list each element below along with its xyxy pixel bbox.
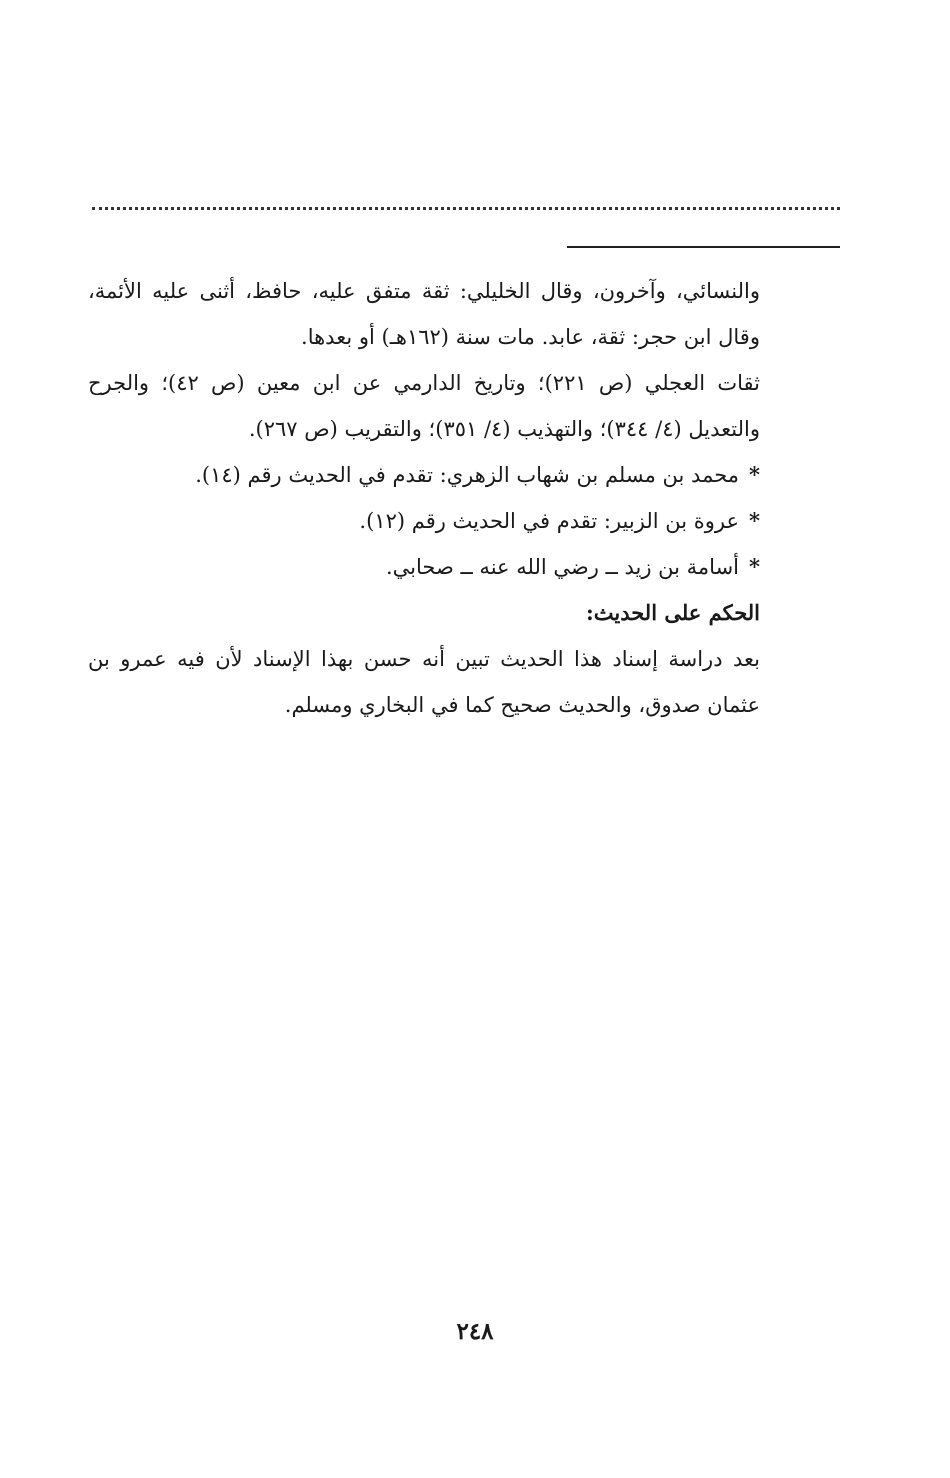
narrator-entry-text: محمد بن مسلم بن شهاب الزهري: تقدم في الحديث رقم (١٤). bbox=[195, 463, 740, 487]
footnote-line: ثقات العجلي (ص ٢٢١)؛ وتاريخ الدارمي عن ابن معين (ص ٤٢)؛ والجرح bbox=[88, 371, 760, 395]
asterisk-marker: * bbox=[749, 462, 760, 487]
narrator-entry bbox=[88, 498, 760, 544]
ruling-line: بعد دراسة إسناد هذا الحديث تبين أنه حسن بهذا الإسناد لأن فيه عمرو بن bbox=[88, 647, 760, 671]
dotted-separator bbox=[92, 207, 840, 210]
narrator-entry bbox=[88, 544, 760, 590]
footnote-line: والنسائي، وآخرون، وقال الخليلي: ثقة متفق عليه، حافظ، أثنى عليه الأئمة، bbox=[88, 279, 760, 303]
page-number: ٢٤٨ bbox=[456, 1318, 494, 1345]
asterisk-marker: * bbox=[749, 508, 760, 533]
narrator-entry-text: أسامة بن زيد ــ رضي الله عنه ــ صحابي. bbox=[385, 555, 740, 579]
asterisk-marker: * bbox=[749, 554, 760, 579]
ruling-line: عثمان صدوق، والحديث صحيح كما في البخاري ومسلم. bbox=[284, 693, 760, 717]
footnote-line: والتعديل (٤/ ٣٤٤)؛ والتهذيب (٤/ ٣٥١)؛ والتقريب (ص ٢٦٧). bbox=[248, 417, 760, 441]
footnote-line: وقال ابن حجر: ثقة، عابد. مات سنة (١٦٢هـ) أو بعدها. bbox=[301, 325, 760, 349]
ruling-heading: الحكم على الحديث: bbox=[586, 600, 760, 625]
narrator-entry bbox=[88, 452, 760, 498]
footnote-separator-line bbox=[567, 246, 840, 248]
footnote-text-block bbox=[88, 268, 760, 728]
narrator-entry-text: عروة بن الزبير: تقدم في الحديث رقم (١٢). bbox=[359, 509, 740, 533]
